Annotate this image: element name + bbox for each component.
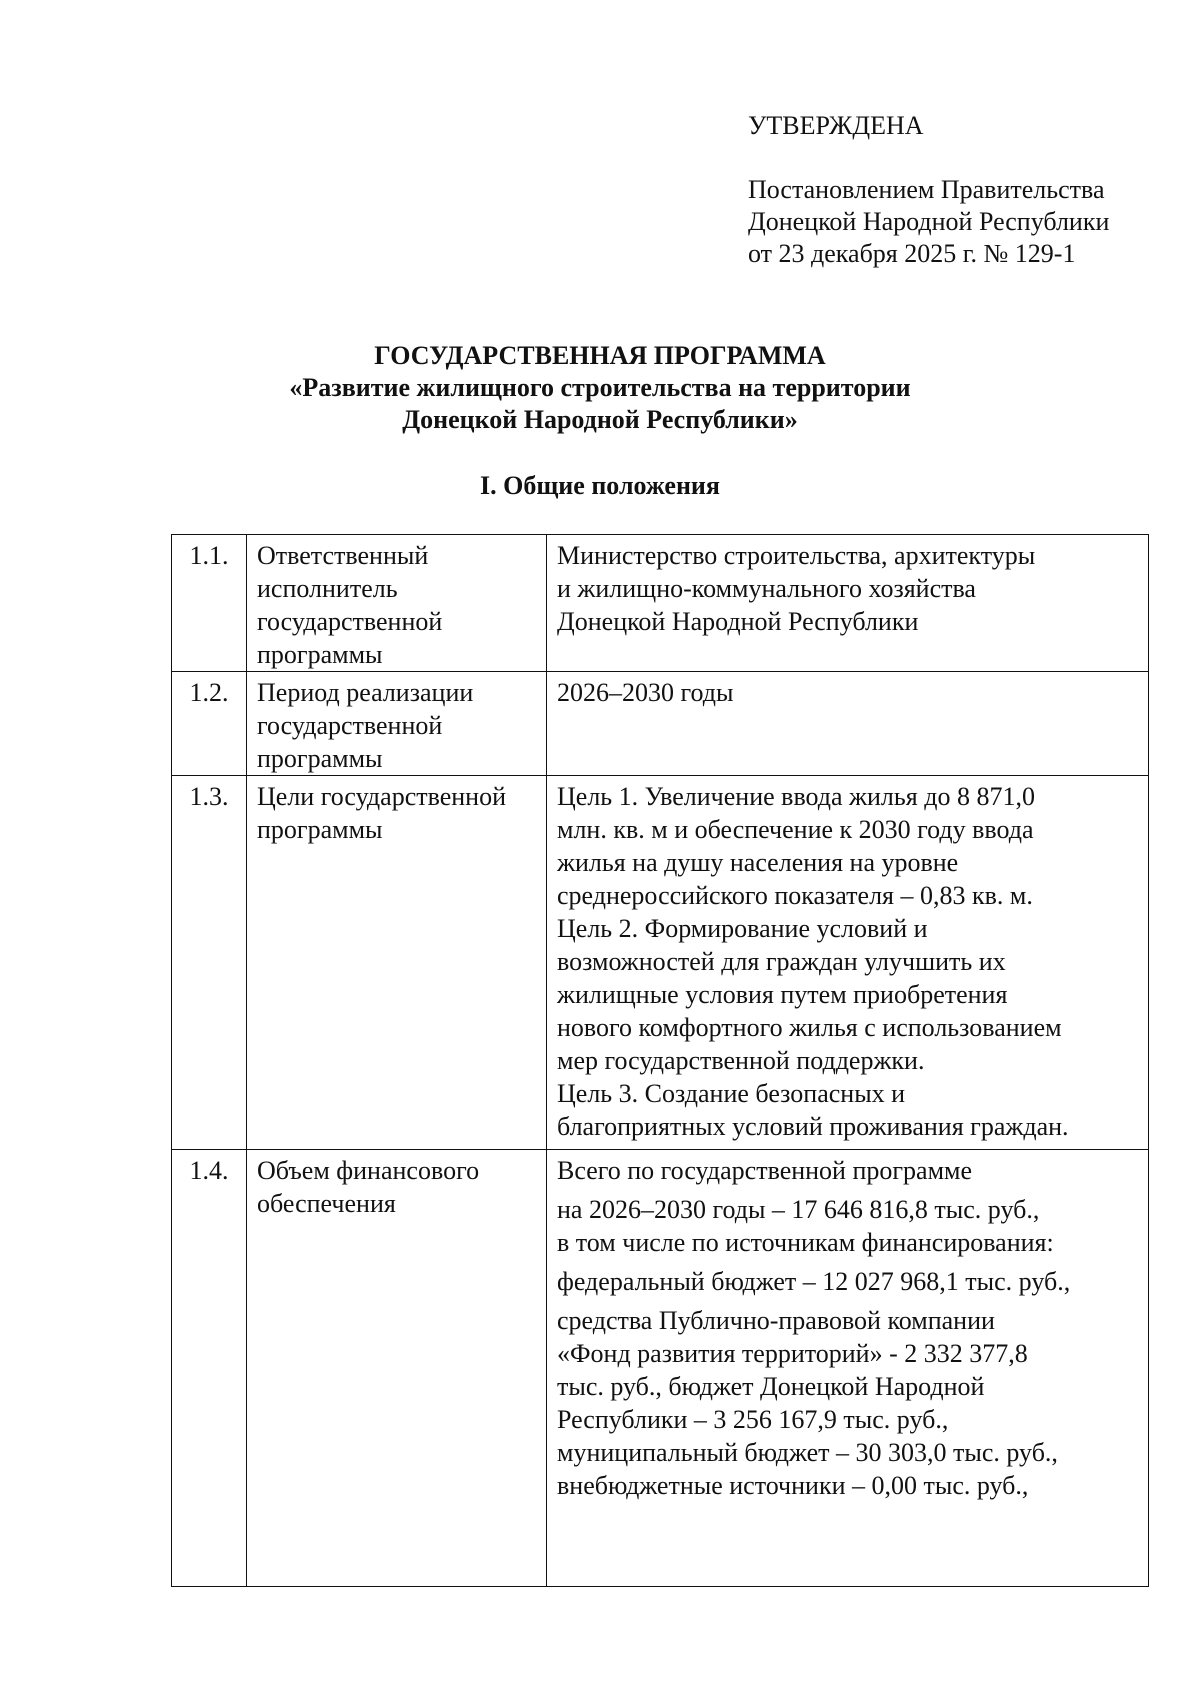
value-line: «Фонд развития территорий» - 2 332 377,8 (557, 1339, 1028, 1368)
label-line: Объем финансового (257, 1156, 480, 1185)
table-row (172, 1150, 1149, 1587)
row-label (247, 672, 547, 776)
label-line: государственной (257, 607, 443, 636)
value-line: мер государственной поддержки. (557, 1046, 925, 1075)
value-line: среднероссийского показателя – 0,83 кв. м. (557, 881, 1033, 910)
row-label (247, 1150, 547, 1587)
approval-line: Донецкой Народной Республики (748, 207, 1110, 236)
row-label (247, 776, 547, 1150)
value-line: тыс. руб., бюджет Донецкой Народной (557, 1372, 985, 1401)
label-line: обеспечения (257, 1189, 396, 1218)
value-line: внебюджетные источники – 0,00 тыс. руб., (557, 1471, 1029, 1500)
section-title: I. Общие положения (480, 471, 720, 500)
label-line: Период реализации (257, 678, 474, 707)
value-line: и жилищно-коммунального хозяйства (557, 574, 976, 603)
row-number: 1.1. (172, 535, 247, 672)
value-line: Донецкой Народной Республики (557, 607, 919, 636)
value-line: нового комфортного жилья с использованием (557, 1013, 1062, 1042)
row-value (547, 1150, 1149, 1587)
title-line: ГОСУДАРСТВЕННАЯ ПРОГРАММА (374, 341, 826, 370)
table-row (172, 776, 1149, 1150)
label-line: программы (257, 640, 383, 669)
row-number: 1.4. (172, 1150, 247, 1587)
row-number: 1.2. (172, 672, 247, 776)
row-label (247, 535, 547, 672)
approval-block (748, 110, 1168, 270)
label-line: программы (257, 815, 383, 844)
value-line: жилья на душу населения на уровне (557, 848, 959, 877)
value-line: федеральный бюджет – 12 027 968,1 тыс. руб., (557, 1267, 1071, 1296)
row-value (547, 672, 1149, 776)
approval-stamp: УТВЕРЖДЕНА (748, 111, 924, 140)
label-line: Ответственный (257, 541, 429, 570)
value-line: Республики – 3 256 167,9 тыс. руб., (557, 1405, 949, 1434)
value-line: благоприятных условий проживания граждан. (557, 1112, 1069, 1141)
label-line: исполнитель (257, 574, 398, 603)
label-line: программы (257, 744, 383, 773)
value-line: в том числе по источникам финансирования: (557, 1228, 1054, 1257)
value-line: Министерство строительства, архитектуры (557, 541, 1036, 570)
title-line: «Развитие жилищного строительства на территории (289, 373, 911, 402)
row-number: 1.3. (172, 776, 247, 1150)
value-line: Цель 2. Формирование условий и (557, 914, 928, 943)
approval-line: Постановлением Правительства (748, 175, 1105, 204)
title-line: Донецкой Народной Республики» (402, 405, 798, 434)
row-value (547, 776, 1149, 1150)
value-line: 2026–2030 годы (557, 678, 734, 707)
value-line: возможностей для граждан улучшить их (557, 947, 1006, 976)
value-line: средства Публично-правовой компании (557, 1306, 995, 1335)
value-line: млн. кв. м и обеспечение к 2030 году ввода (557, 815, 1034, 844)
value-line: жилищные условия путем приобретения (557, 980, 1008, 1009)
value-line: Всего по государственной программе (557, 1156, 973, 1185)
label-line: государственной (257, 711, 443, 740)
table-row (172, 672, 1149, 776)
approval-line: от 23 декабря 2025 г. № 129-1 (748, 239, 1076, 268)
table-row (172, 535, 1149, 672)
label-line: Цели государственной (257, 782, 507, 811)
program-passport-table (171, 534, 1149, 1587)
value-line: Цель 1. Увеличение ввода жилья до 8 871,0 (557, 782, 1035, 811)
value-line: Цель 3. Создание безопасных и (557, 1079, 906, 1108)
document-title (0, 340, 1200, 436)
value-line: на 2026–2030 годы – 17 646 816,8 тыс. руб., (557, 1195, 1040, 1224)
row-value (547, 535, 1149, 672)
value-line: муниципальный бюджет – 30 303,0 тыс. руб., (557, 1438, 1058, 1467)
